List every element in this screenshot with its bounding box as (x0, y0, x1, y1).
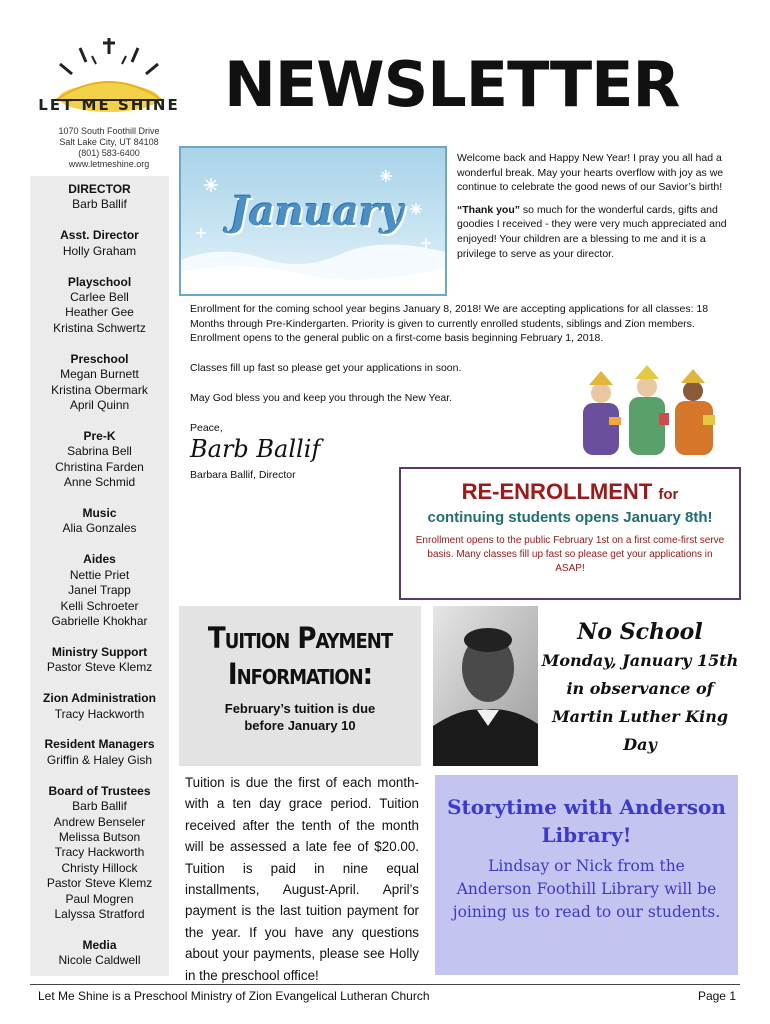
staff-name: Alia Gonzales (62, 521, 137, 536)
tuition-box (179, 606, 421, 766)
no-school-line-1: Monday, January 15th (541, 651, 739, 670)
storytime-title: Storytime with Anderson Library! (447, 795, 726, 847)
staff-group-heading: Preschool (70, 351, 129, 366)
welcome-paragraph-1: Welcome back and Happy New Year! I pray you all had a wonderful break. May your hearts overflow with joy as we continue to celebrate the good news of our Savior’s birth! (457, 152, 724, 194)
logo-name: LET ME SHINE (38, 96, 180, 114)
staff-name: Carlee Bell (70, 290, 129, 305)
welcome-paragraph-2 (457, 203, 739, 261)
welcome-text (457, 151, 739, 261)
no-school-notice (540, 617, 740, 759)
staff-name: Kristina Obermark (51, 382, 148, 397)
staff-group-heading: Zion Administration (43, 691, 156, 706)
staff-name: Andrew Benseler (53, 814, 146, 829)
tuition-due-line-1: February’s tuition is due (224, 701, 376, 716)
no-school-line-4: Day (623, 735, 657, 754)
tuition-body: Tuition is due the first of each month-with a ten day grace period. Tuition received after the tenth of the month will be assessed a late fee of $20.00. Tuition is paid in nine equal installments, August-April. April’s payment is the last tuition payment for the year. If you have any questions about your payments, please see Holly in the preschool office! (185, 775, 419, 983)
staff-group (30, 506, 169, 537)
storytime-box (435, 775, 738, 975)
staff-group (30, 737, 169, 768)
staff-group-heading: Pre-K (83, 428, 116, 443)
staff-name: Pastor Steve Klemz (46, 876, 153, 891)
staff-group-heading: Music (82, 506, 117, 520)
classes-paragraph: Classes fill up fast so please get your applications in soon. (190, 362, 462, 374)
staff-group-heading: DIRECTOR (68, 182, 131, 196)
staff-name: Kelli Schroeter (60, 598, 139, 613)
staff-group-heading: Ministry Support (51, 644, 148, 659)
staff-group (30, 552, 169, 629)
closing-text: Peace, (190, 422, 223, 434)
staff-name: Griffin & Haley Gish (46, 752, 153, 767)
storytime-body: Lindsay or Nick from the Anderson Foothill Library will be joining us to read to our students. (452, 857, 721, 921)
staff-name: Pastor Steve Klemz (46, 660, 153, 675)
tuition-title-line-1: Tuition Payment (207, 621, 393, 655)
staff-group-heading: Resident Managers (44, 737, 155, 752)
staff-group (30, 352, 169, 414)
staff-group (30, 182, 169, 213)
staff-name: Melissa Butson (58, 830, 141, 844)
staff-name: April Quinn (69, 397, 130, 412)
page-number: Page 1 (697, 989, 736, 1003)
address-line: Salt Lake City, UT 84108 (59, 137, 159, 147)
phone-line: (801) 583-6400 (78, 148, 140, 158)
staff-group (30, 228, 169, 259)
re-enrollment-subheading: continuing students opens January 8th! (427, 509, 713, 526)
re-enrollment-body: Enrollment opens to the public February 1st on a first come-first serve basis. Many classes fill up fast so please get your applications in ASAP! (415, 535, 725, 574)
staff-group-heading: Asst. Director (60, 228, 139, 243)
staff-name: Tracy Hackworth (54, 706, 145, 721)
staff-group (30, 784, 169, 923)
thank-you-bold: “Thank you” (457, 203, 521, 216)
staff-name: Kristina Schwertz (53, 320, 146, 335)
staff-name: Christina Farden (55, 459, 144, 474)
footer-ministry-text: Let Me Shine is a Preschool Ministry of Zion Evangelical Lutheran Church (38, 989, 430, 1003)
enrollment-paragraph: Enrollment for the coming school year begins January 8, 2018! We are accepting applications for all classes: 18 Months through Pre-Kindergarten. Priority is given to currently enrolled students, siblings and Zion members. Enrollment opens to the general public on a first-come basis beginning February 1, 2018. (190, 303, 709, 345)
staff-group (30, 275, 169, 337)
address-line: 1070 South Foothill Drive (58, 126, 160, 136)
staff-name: Nicole Caldwell (58, 953, 141, 968)
address-block (34, 126, 184, 170)
website-line: www.letmeshine.org (68, 159, 150, 169)
staff-name: Gabrielle Khokhar (51, 613, 148, 628)
mlk-photo (433, 606, 538, 766)
staff-group-heading: Media (82, 937, 117, 952)
staff-name: Megan Burnett (60, 367, 139, 382)
tuition-due-line-2: before January 10 (244, 718, 356, 733)
re-enrollment-word: RE-ENROLLMENT (461, 479, 653, 504)
staff-name: Holly Graham (62, 243, 137, 258)
staff-name: Nettie Priet (69, 567, 130, 582)
no-school-title: No School (577, 619, 703, 645)
staff-name: Lalyssa Stratford (54, 907, 145, 922)
signer-name: Barbara Ballif, Director (190, 469, 296, 481)
staff-group (30, 691, 169, 722)
tuition-title (179, 620, 421, 692)
re-enrollment-box (399, 467, 741, 600)
staff-group-heading: Board of Trustees (48, 783, 151, 798)
staff-sidebar (30, 176, 169, 976)
staff-group (30, 429, 169, 491)
january-word: January (230, 188, 404, 235)
staff-name: Sabrina Bell (67, 444, 132, 459)
no-school-line-3: Martin Luther King (551, 707, 729, 726)
staff-name: Anne Schmid (63, 475, 136, 490)
staff-name: Barb Ballif (72, 197, 127, 212)
newsletter-title: NEWSLETTER (224, 48, 680, 121)
re-enrollment-heading (401, 479, 739, 505)
staff-name: Paul Mogren (65, 891, 134, 906)
signature: Barb Ballif (190, 435, 321, 463)
staff-name: Christy Hillock (61, 860, 138, 875)
thank-you-text: so much for the wonderful cards, gifts and goodies I received - they were very much appreciated and enjoyed! Your children are a blessing to me and it is a privilege to serve as your director. (457, 203, 727, 260)
staff-name: Janel Trapp (68, 583, 131, 598)
tuition-title-line-2: Information: (227, 657, 373, 691)
staff-group-heading: Playschool (67, 274, 132, 289)
blessing-paragraph: May God bless you and keep you through the New Year. (190, 392, 453, 404)
re-enrollment-for: for (658, 486, 679, 503)
staff-name: Barb Ballif (72, 799, 127, 814)
staff-group (30, 645, 169, 676)
staff-group-heading: Aides (83, 552, 116, 567)
footer (30, 984, 740, 1003)
no-school-line-2: in observance of (566, 679, 714, 698)
wise-men-illustration (563, 363, 735, 461)
staff-name: Tracy Hackworth (54, 845, 145, 860)
staff-group (30, 938, 169, 969)
staff-name: Heather Gee (65, 305, 134, 320)
tuition-due (179, 700, 421, 734)
